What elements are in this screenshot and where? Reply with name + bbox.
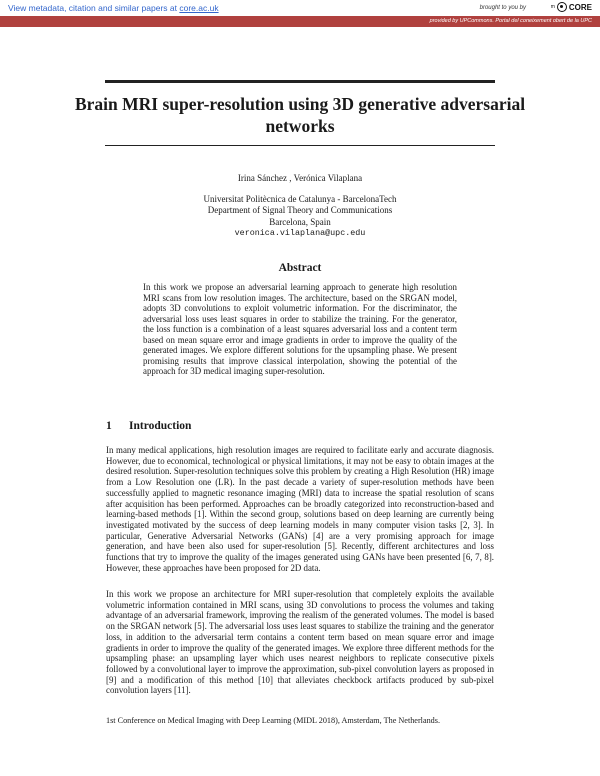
section-number: 1	[106, 420, 112, 432]
section-heading	[106, 420, 191, 432]
title-rule-top	[105, 80, 495, 83]
core-logo-small: m	[550, 4, 555, 10]
affiliation-university: Universitat Politècnica de Catalunya - BarcelonaTech	[203, 194, 397, 204]
section-title: Introduction	[129, 420, 192, 432]
affiliation-department: Department of Signal Theory and Communications	[207, 205, 393, 216]
core-logo-icon	[557, 2, 567, 12]
affiliation-city: Barcelona, Spain	[269, 216, 331, 227]
core-metadata-link[interactable]	[8, 3, 219, 13]
abstract-body: In this work we propose an adversarial learning approach to generate high resolution MRI scans from low resolution images. The architecture, based on the SRGAN model, adopts 3D convolutions to exploit volumetric information. For the discriminator, the adversarial loss uses least squares in order to stabilize the training. For the generator, the loss function is a combination of a least squares adversarial loss and a content term based on mean square error and image gradients in order to improve the quality of the generated images. We explore different solutions for the upsampling phase. We present promising results that improve classical interpolation, showing the potential of the approach for 3D medical imaging super-resolution.	[143, 282, 457, 376]
core-brought-text: brought to you by	[479, 5, 526, 11]
affiliation-block	[0, 194, 600, 239]
core-logo[interactable]	[551, 2, 592, 12]
provider-text[interactable]: provided by UPCommons. Portal del coneixement obert de la UPC	[429, 18, 592, 24]
abstract-heading: Abstract	[278, 262, 322, 274]
core-banner	[0, 0, 600, 16]
intro-paragraph-1: In many medical applications, high resolution images are required to facilitate early and accurate diagnosis. However, due to economical, technological or physical limitations, it may not be easy to obtain images at the desired resolution. Super-resolution techniques solve this problem by creating a High Resolution (HR) image from a Low Resolution one (LR). In the past decade a variety of super-resolution methods have been successfully applied to magnetic resonance imaging (MRI) data to increase the spatial resolution of scans after acquisition has been performed. Approaches can be broadly categorized into reconstruction-based and learning-based methods [1]. Within the second group, solutions based on deep learning are currently being investigated motivated by the success of deep learning models in many computer vision tasks [2, 3]. In particular, Generative Adversarial Networks (GANs) [4] are a very promising approach for image generation, and have been also used for super-resolution [5]. Recently, different architectures and loss functions that try to improve the quality of the images generated using GANs have been presented [6, 7, 8]. However, these approaches have been proposed for 2D data.	[106, 445, 494, 573]
core-link-domain[interactable]: core.ac.uk	[179, 3, 219, 13]
paper-title: Brain MRI super-resolution using 3D generative adversarial networks	[74, 94, 526, 136]
title-rule-bottom	[105, 145, 495, 146]
intro-paragraph-2: In this work we propose an architecture for MRI super-resolution that completely exploits the available volumetric information contained in MRI scans, using 3D convolutions to process the volumes and taking advantage of an adversarial framework, improving the realism of the generated volumes. The model is based on the SRGAN network [5]. The adversarial loss uses least squares to stabilize the training and the generator loss, in addition to the adversarial term contains a content term based on mean square error and image gradients in order to improve the quality of the generated images. We explore three different methods for the upsampling phase: an upsampling layer which uses nearest neighbors to replicate consecutive pixels followed by a convolutional layer to improve the approximation, sub-pixel convolution layers as proposed in [9] and a modification of this method [10] that alleviates checkbock artifacts produced by sub-pixel convolution layers [11].	[106, 589, 494, 696]
core-logo-text: CORE	[568, 2, 592, 12]
author-email: veronica.vilaplana@upc.edu	[234, 227, 366, 238]
authors: Irina Sánchez , Verónica Vilaplana	[237, 173, 363, 183]
provider-bar	[0, 16, 600, 27]
core-link-prefix[interactable]: View metadata, citation and similar papers at	[8, 3, 180, 13]
conference-footnote: 1st Conference on Medical Imaging with Deep Learning (MIDL 2018), Amsterdam, The Netherlands.	[106, 716, 440, 725]
